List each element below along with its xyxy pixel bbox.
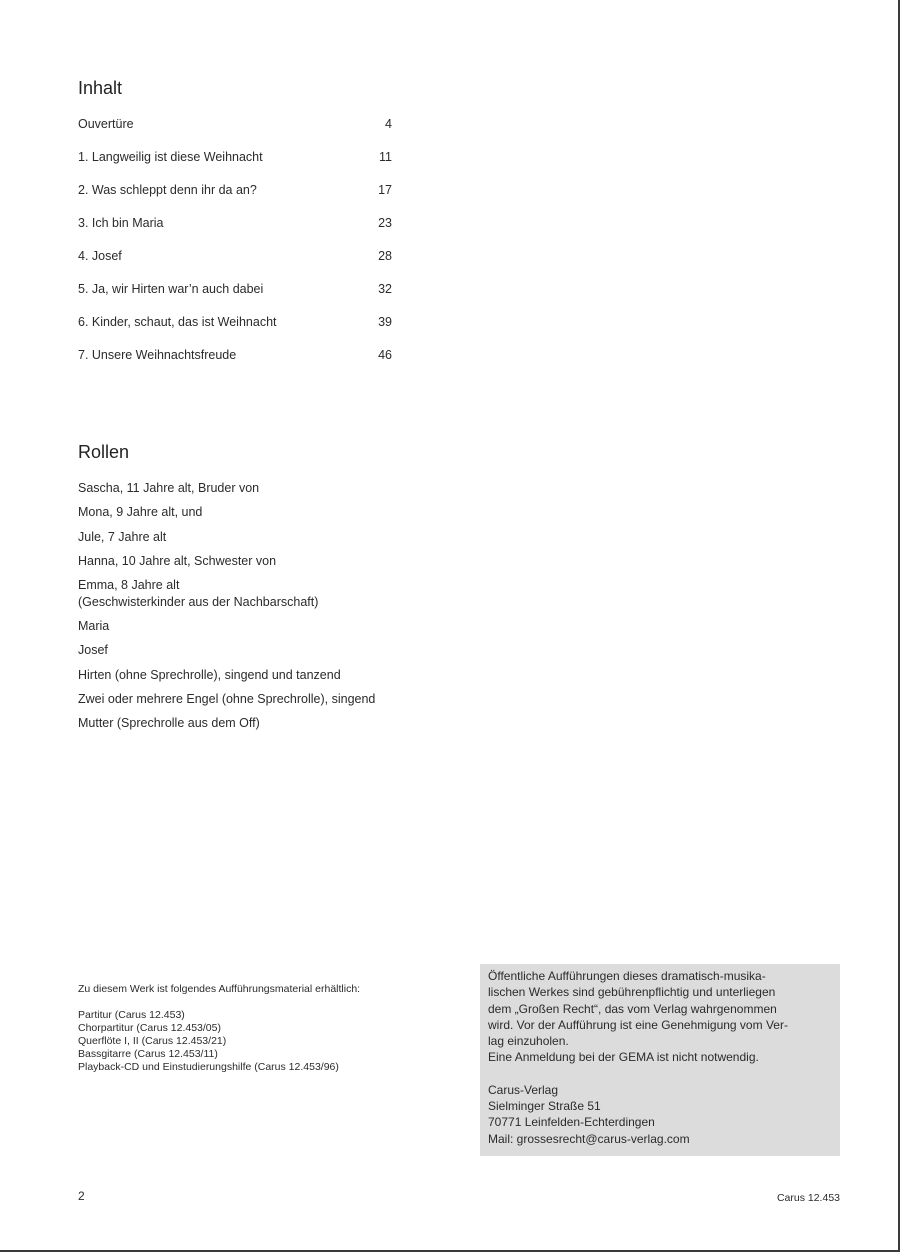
role-item: Maria <box>78 618 110 633</box>
address-line: Mail: grossesrecht@carus-verlag.com <box>488 1131 690 1146</box>
role-item: Zwei oder mehrere Engel (ohne Sprechrolle), singend <box>78 691 376 706</box>
toc-entry-page: 11 <box>379 150 392 164</box>
material-item: Querflöte I, II (Carus 12.453/21) <box>78 1035 227 1047</box>
roles-list <box>78 480 438 739</box>
toc-entry-title: 1. Langweilig ist diese Weihnacht <box>78 150 263 164</box>
material-item: Chorpartitur (Carus 12.453/05) <box>78 1022 221 1034</box>
toc-entry-title: 5. Ja, wir Hirten war’n auch dabei <box>78 282 264 296</box>
address-line: Sielminger Straße 51 <box>488 1099 601 1114</box>
toc-entry-page: 17 <box>378 183 392 197</box>
toc-entry-page: 46 <box>378 348 392 362</box>
toc-entry <box>78 314 392 347</box>
material-item: Playback-CD und Einstudierungshilfe (Carus 12.453/96) <box>78 1061 339 1073</box>
role-item: Sascha, 11 Jahre alt, Bruder von <box>78 481 260 495</box>
role-item: Hirten (ohne Sprechrolle), singend und tanzend <box>78 667 341 682</box>
material-item: Bassgitarre (Carus 12.453/11) <box>78 1048 218 1060</box>
toc-entry-title: 7. Unsere Weihnachtsfreude <box>78 348 237 362</box>
rights-line: lag einzuholen. <box>488 1034 569 1049</box>
rights-line: dem „Großen Recht“, das vom Verlag wahrgenommen <box>488 1001 777 1016</box>
material-intro: Zu diesem Werk ist folgendes Aufführungsmaterial erhältlich: <box>78 983 361 995</box>
rights-notice <box>488 968 832 1066</box>
toc-entry <box>78 149 392 182</box>
toc-entry-title: 3. Ich bin Maria <box>78 216 164 230</box>
material-list <box>78 1009 458 1074</box>
toc-entry-page: 32 <box>378 282 392 296</box>
role-item: Jule, 7 Jahre alt <box>78 529 167 544</box>
toc-entry-title: 6. Kinder, schaut, das ist Weihnacht <box>78 315 277 329</box>
toc-entry <box>78 215 392 248</box>
address-line: 70771 Leinfelden-Echterdingen <box>488 1115 655 1130</box>
performance-rights-box <box>480 964 840 1156</box>
role-item: Josef <box>78 643 108 658</box>
toc-entry-page: 4 <box>385 117 392 131</box>
toc-entry-page: 39 <box>378 315 392 329</box>
toc-entry-title: 4. Josef <box>78 249 122 263</box>
publisher-address <box>488 1082 832 1147</box>
role-item: Hanna, 10 Jahre alt, Schwester von <box>78 553 277 568</box>
rights-line: Eine Anmeldung bei der GEMA ist nicht notwendig. <box>488 1050 759 1065</box>
table-of-contents <box>78 116 392 380</box>
role-item: Mutter (Sprechrolle aus dem Off) <box>78 716 260 731</box>
page-number: 2 <box>78 1189 85 1203</box>
material-item: Partitur (Carus 12.453) <box>78 1009 185 1021</box>
toc-entry <box>78 116 392 149</box>
role-item: Emma, 8 Jahre alt (Geschwisterkinder aus der Nachbarschaft) <box>78 578 319 609</box>
toc-entry <box>78 248 392 281</box>
toc-entry-page: 23 <box>378 216 392 230</box>
toc-heading: Inhalt <box>78 78 123 98</box>
toc-entry <box>78 347 392 380</box>
toc-entry-page: 28 <box>378 249 392 263</box>
roles-heading: Rollen <box>78 442 130 462</box>
role-item: Mona, 9 Jahre alt, und <box>78 505 203 520</box>
rights-line: lischen Werkes sind gebührenpflichtig und unterliegen <box>488 985 776 1000</box>
toc-entry-title: 2. Was schleppt denn ihr da an? <box>78 183 257 197</box>
toc-entry <box>78 182 392 215</box>
rights-line: wird. Vor der Aufführung ist eine Genehmigung vom Ver- <box>488 1017 788 1032</box>
performance-material <box>78 983 458 1074</box>
toc-entry-title: Ouvertüre <box>78 117 134 131</box>
catalog-number: Carus 12.453 <box>776 1192 840 1204</box>
rights-line: Öffentliche Aufführungen dieses dramatisch-musika- <box>488 969 766 983</box>
toc-entry <box>78 281 392 314</box>
address-line: Carus-Verlag <box>488 1082 559 1097</box>
